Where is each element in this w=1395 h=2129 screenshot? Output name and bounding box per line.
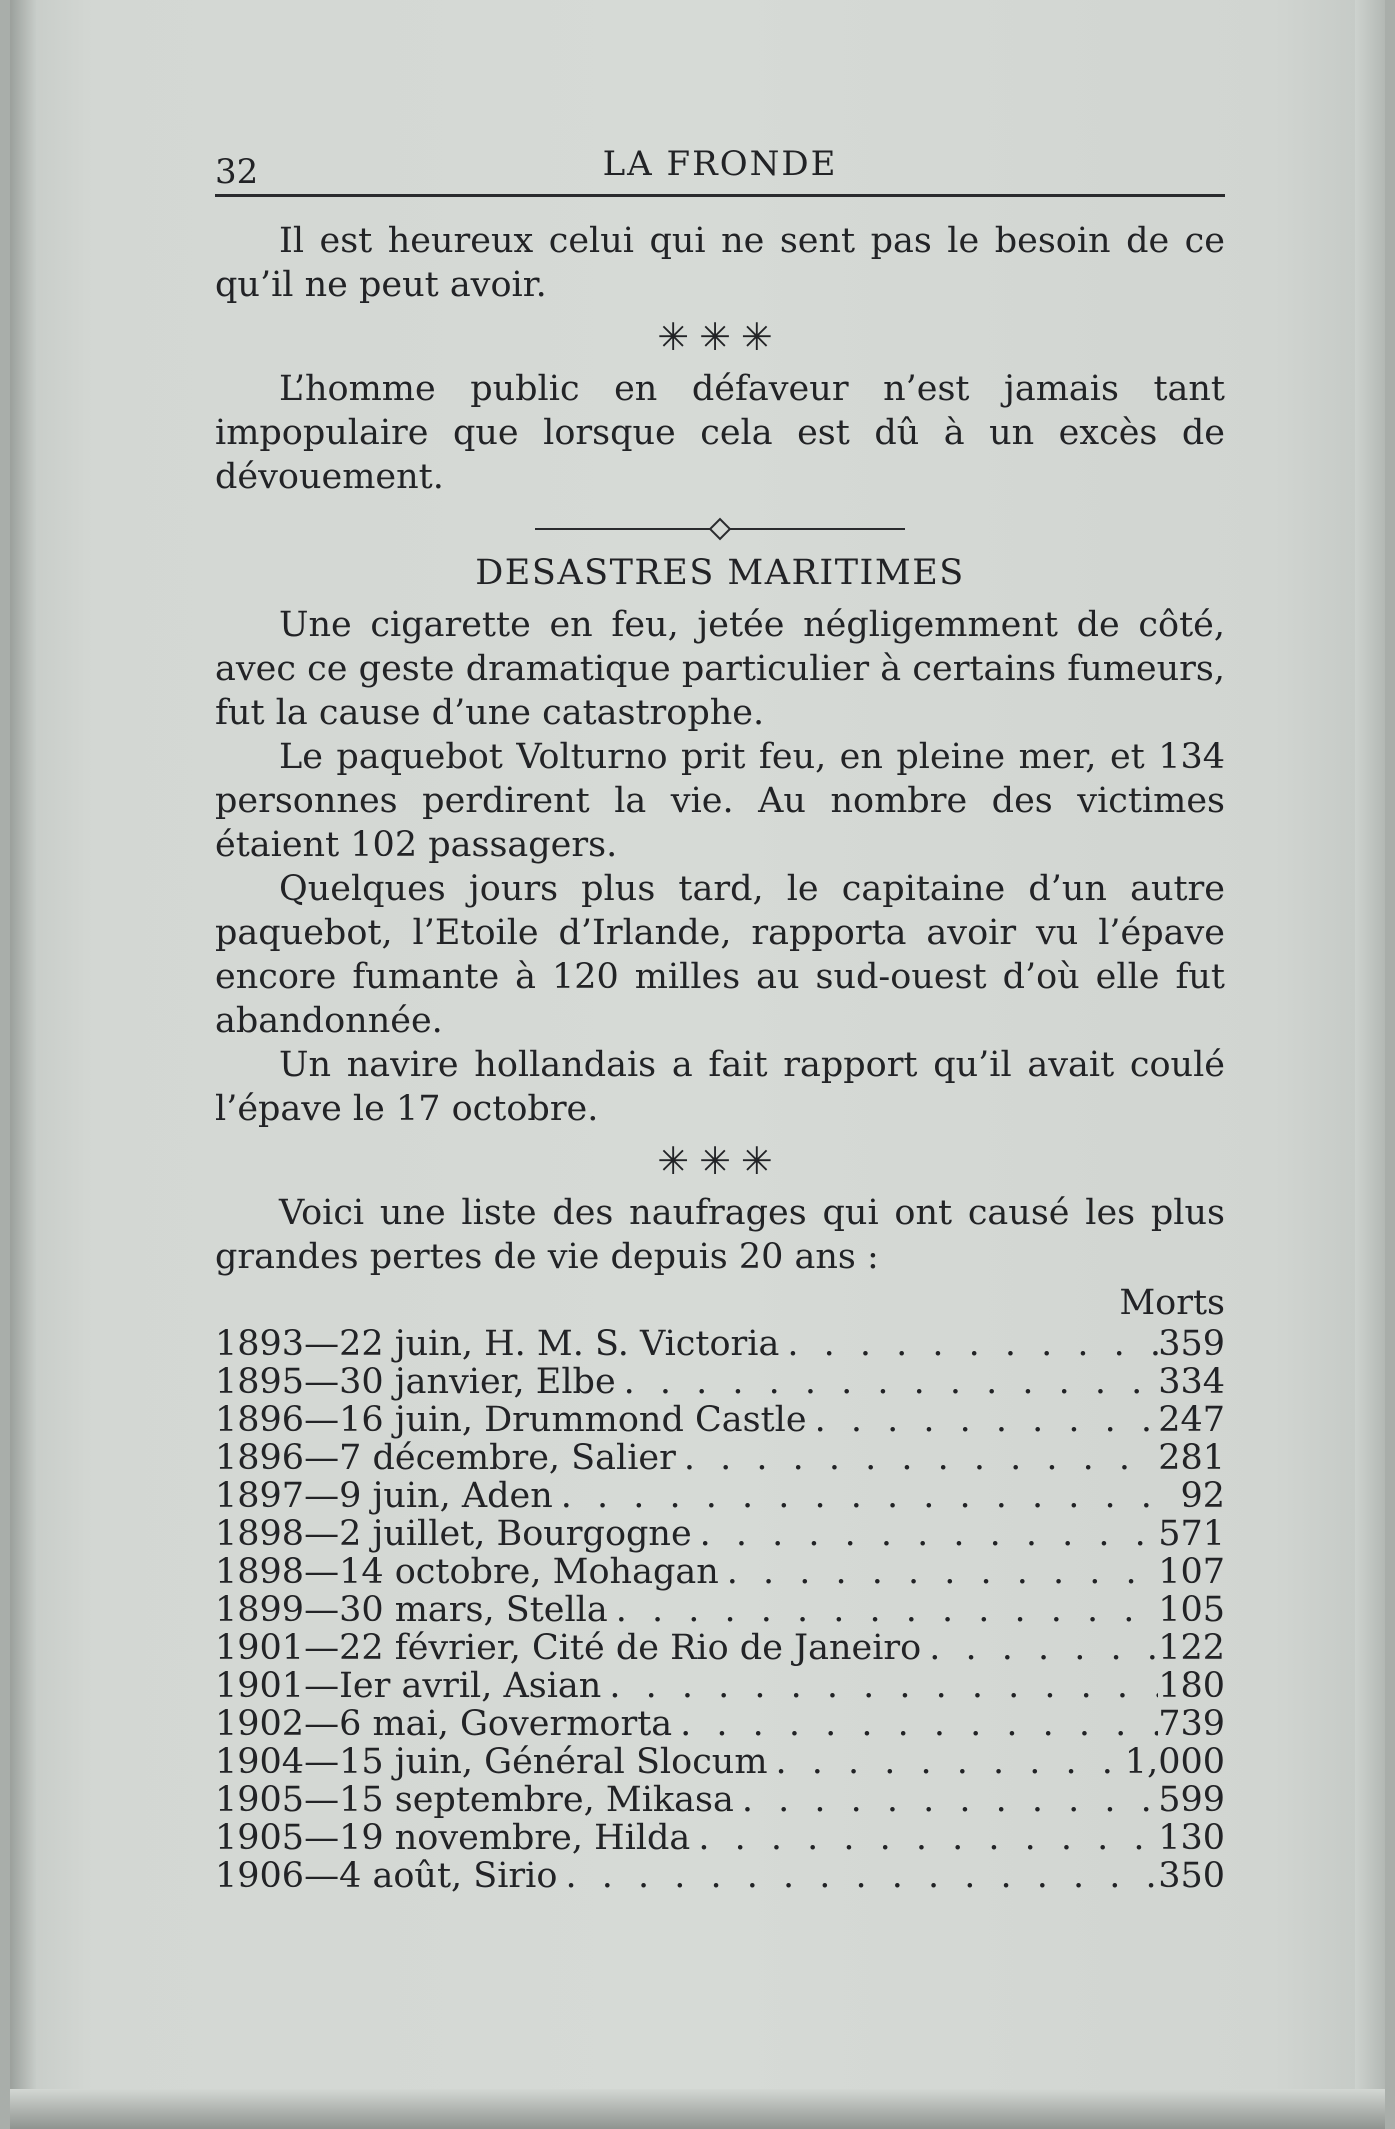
ornament-line-right: [730, 528, 905, 530]
wreck-row: [215, 1325, 1225, 1363]
section-title: DESASTRES MARITIMES: [475, 553, 965, 593]
wreck-row: [215, 1515, 1225, 1553]
wreck-deaths: 350: [1158, 1856, 1225, 1896]
wreck-desc: 1896—16 juin, Drummond Castle: [215, 1400, 807, 1440]
ornament-line-left: [535, 528, 710, 530]
leader-dots: [557, 1857, 1158, 1895]
leader-dots: [807, 1401, 1159, 1439]
leader-dots: [692, 1515, 1159, 1553]
wreck-desc: 1898—2 juillet, Bourgogne: [215, 1514, 692, 1554]
wreck-deaths: 105: [1158, 1590, 1225, 1630]
leader-dots: [676, 1439, 1158, 1477]
paragraph-4: Un navire hollandais a fait rapport qu’il avait coulé l’épave le 17 octobre.: [215, 1045, 1225, 1129]
column-header-morts: Morts: [1119, 1283, 1225, 1323]
paragraph-3: Quelques jours plus tard, le capitaine d’un autre paquebot, l’Etoile d’Irlande, rapporta avoir vu l’épave encore fumante à 120 milles au sud-ouest d’où elle fut abandonnée.: [215, 869, 1225, 1041]
wreck-desc: 1905—15 septembre, Mikasa: [215, 1780, 734, 1820]
wreck-deaths: 1,000: [1124, 1742, 1225, 1782]
wreck-deaths: 281: [1158, 1438, 1225, 1478]
page-header: [215, 130, 1225, 190]
leader-dots: [672, 1705, 1158, 1743]
leader-dots: [719, 1553, 1158, 1591]
wreck-row: [215, 1591, 1225, 1629]
wreck-row: [215, 1743, 1225, 1781]
asterism-2: ✳✳✳: [657, 1139, 783, 1183]
wreck-row: [215, 1553, 1225, 1591]
leader-dots: [734, 1781, 1158, 1819]
wreck-row: [215, 1363, 1225, 1401]
wreck-row: [215, 1401, 1225, 1439]
paragraph-1: Une cigarette en feu, jetée négligemment de côté, avec ce geste dramatique particulier à certains fumeurs, fut la cause d’une catastrophe.: [215, 605, 1225, 733]
wreck-deaths: 107: [1158, 1552, 1225, 1592]
paragraph-2: Le paquebot Volturno prit feu, en pleine mer, et 134 personnes perdirent la vie. Au nombre des victimes étaient 102 passagers.: [215, 737, 1225, 865]
wreck-row: [215, 1857, 1225, 1895]
wreck-row: [215, 1781, 1225, 1819]
wreck-desc: 1898—14 octobre, Mohagan: [215, 1552, 719, 1592]
wreck-desc: 1905—19 novembre, Hilda: [215, 1818, 691, 1858]
asterism-1: ✳✳✳: [657, 315, 783, 359]
header-rule: [215, 194, 1225, 197]
leader-dots: [768, 1743, 1125, 1781]
wreck-deaths: 122: [1158, 1628, 1225, 1668]
wreck-deaths: 247: [1158, 1400, 1225, 1440]
page-edge-shadow: [1355, 0, 1385, 2129]
leader-dots: [779, 1325, 1158, 1363]
maxim-2: L’homme public en défaveur n’est jamais tant impopulaire que lorsque cela est dû à un excès de dévouement.: [215, 369, 1225, 497]
wreck-desc: 1896—7 décembre, Salier: [215, 1438, 676, 1478]
leader-dots: [616, 1363, 1159, 1401]
leader-dots: [553, 1477, 1165, 1515]
running-title: LA FRONDE: [602, 144, 838, 184]
wreck-deaths: 334: [1158, 1362, 1225, 1402]
wreck-desc: 1904—15 juin, Général Slocum: [215, 1742, 768, 1782]
wreck-desc: 1902—6 mai, Govermorta: [215, 1704, 673, 1744]
wreck-row: [215, 1819, 1225, 1857]
page-bottom-edge: [10, 2089, 1385, 2129]
leader-dots: [921, 1629, 1158, 1667]
ornament-diamond: [709, 518, 732, 541]
wreck-row: [215, 1477, 1225, 1515]
wreck-desc: 1897—9 juin, Aden: [215, 1476, 553, 1516]
wreck-desc: 1901—22 février, Cité de Rio de Janeiro: [215, 1628, 922, 1668]
wreck-deaths: 92: [1180, 1476, 1225, 1516]
wreck-deaths: 130: [1158, 1818, 1225, 1858]
wreck-row: [215, 1629, 1225, 1667]
wreck-desc: 1899—30 mars, Stella: [215, 1590, 608, 1630]
wreck-desc: 1901—Ier avril, Asian: [215, 1666, 602, 1706]
wreck-deaths: 571: [1158, 1514, 1225, 1554]
book-page: [10, 0, 1385, 2129]
page-number: 32: [215, 152, 259, 192]
leader-dots: [690, 1819, 1158, 1857]
wreck-row: [215, 1439, 1225, 1477]
wreck-deaths: 739: [1158, 1704, 1225, 1744]
wreck-row: [215, 1667, 1225, 1705]
wreck-desc: 1893—22 juin, H. M. S. Victoria: [215, 1324, 780, 1364]
wreck-list: [215, 1325, 1225, 1895]
page-content: [215, 130, 1225, 1895]
wreck-desc: 1895—30 janvier, Elbe: [215, 1362, 616, 1402]
wreck-row: [215, 1705, 1225, 1743]
maxim-1: Il est heureux celui qui ne sent pas le besoin de ce qu’il ne peut avoir.: [215, 221, 1225, 305]
leader-dots: [601, 1667, 1158, 1705]
section-ornament: [215, 521, 1225, 537]
page-spine-shadow: [10, 0, 36, 2129]
leader-dots: [608, 1591, 1158, 1629]
wreck-desc: 1906—4 août, Sirio: [215, 1856, 558, 1896]
wreck-deaths: 180: [1158, 1666, 1225, 1706]
wreck-deaths: 599: [1158, 1780, 1225, 1820]
list-intro: Voici une liste des naufrages qui ont causé les plus grandes pertes de vie depuis 20 ans :: [215, 1193, 1225, 1277]
wreck-deaths: 359: [1158, 1324, 1225, 1364]
